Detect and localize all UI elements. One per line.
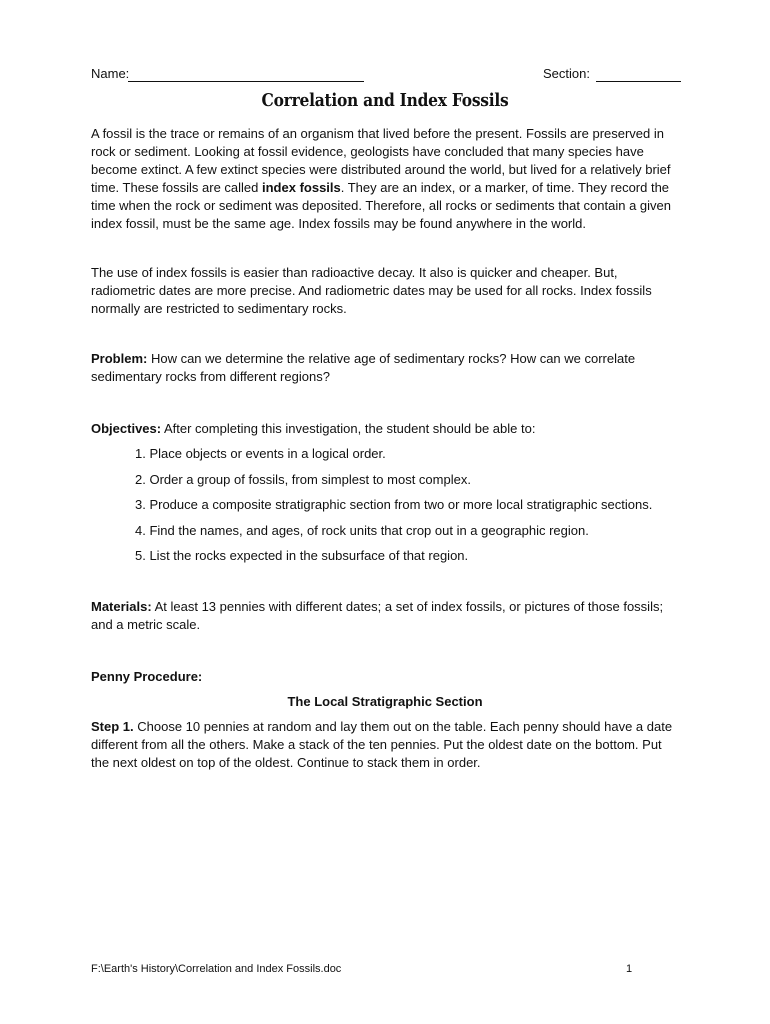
intro-text-continued: . They are an index, or a marker, of time. They record the time when the rock or sediment was deposited. Therefore, all rocks or sediments that contain a given index fossil, must be the same age. Index fossils may be found anywhere in the world. — [91, 180, 671, 231]
page-title: Correlation and Index Fossils — [261, 90, 509, 111]
objective-item: 4. Find the names, and ages, of rock units that crop out in a geographic region. — [135, 522, 589, 538]
objective-item: 5. List the rocks expected in the subsurface of that region. — [135, 548, 469, 563]
footer-page-number: 1 — [626, 963, 633, 975]
intro-paragraph-2: The use of index fossils is easier than radioactive decay. It also is quicker and cheaper. But, radiometric dates are more precise. And radiometric dates may be used for all rocks. Index fossils normally are restricted to sedimentary rocks. — [91, 265, 652, 316]
section-subheading: The Local Stratigraphic Section — [287, 694, 483, 709]
procedure-heading-text: Penny Procedure: — [91, 669, 203, 684]
objective-item: 3. Produce a composite stratigraphic section from two or more local stratigraphic sections. — [135, 497, 653, 512]
objective-item: 1. Place objects or events in a logical order. — [135, 446, 386, 461]
objectives-paragraph — [91, 420, 681, 438]
problem-label: Problem: — [91, 351, 148, 366]
index-fossils-term: index fossils — [262, 180, 341, 195]
objective-item: 2. Order a group of fossils, from simplest to most complex. — [135, 471, 471, 487]
section-label: Section: — [543, 66, 590, 81]
materials-paragraph — [91, 598, 681, 634]
procedure-heading — [91, 668, 681, 686]
intro-paragraph-1 — [91, 125, 681, 233]
section-blank-line — [596, 81, 681, 82]
step-1-paragraph — [91, 718, 681, 772]
problem-paragraph — [91, 350, 681, 386]
step-1-label: Step 1. — [91, 719, 134, 734]
materials-label: Materials: — [91, 599, 152, 614]
problem-text: How can we determine the relative age of sedimentary rocks? How can we correlate sedimentary rocks from different regions? — [91, 351, 636, 384]
materials-text: At least 13 pennies with different dates; a set of index fossils, or pictures of those fossils; and a metric scale. — [91, 599, 664, 632]
name-blank-line — [128, 81, 364, 82]
intro-text: A fossil is the trace or remains of an organism that lived before the present. Fossils are preserved in rock or sediment. Looking at fossil evidence, geologists have concluded that many species have become extinct. A few extinct species were distributed around the world, but lived for a relatively brief time. These fossils are called — [91, 126, 671, 195]
step-1-text: Choose 10 pennies at random and lay them out on the table. Each penny should have a date different from all the others. Make a stack of the ten pennies. Put the oldest date on the bottom. Put the next oldest on top of the oldest. Continue to stack them in order. — [91, 719, 673, 770]
objectives-list — [135, 445, 675, 573]
footer-file-path: F:\Earth's History\Correlation and Index Fossils.doc — [91, 963, 342, 975]
name-label: Name: — [91, 66, 130, 81]
objectives-label: Objectives: — [91, 421, 162, 436]
objectives-text: After completing this investigation, the student should be able to: — [161, 421, 536, 436]
